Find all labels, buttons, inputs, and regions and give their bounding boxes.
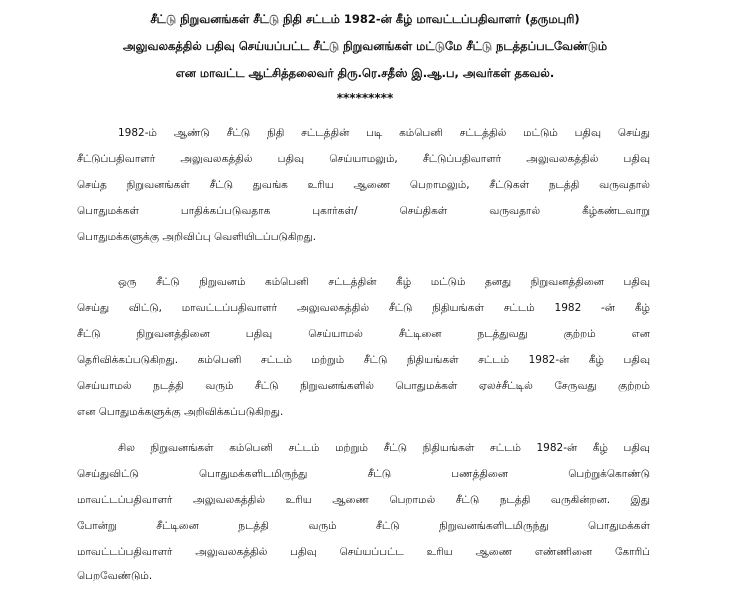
paragraph-line: சில நிறுவனங்கள் கம்பெனி சட்டம் மற்றும் சீட்டு நிதியங்கள் சட்டம் 1982-ன் கீழ் பதிவு xyxy=(118,442,650,454)
paragraph-line: பொதுமக்கள் பாதிக்கப்படுவதாக புகார்கள்/ செய்திகள் வருவதால் கீழ்கண்டவாறு xyxy=(77,205,650,217)
paragraph-line: என பொதுமக்களுக்கு அறிவிக்கப்படுகிறது. xyxy=(77,406,284,418)
paragraph-line: சீட்டு நிறுவனத்தினை பதிவு செய்யாமல் சீட்டினை நடத்துவது குற்றம் என xyxy=(77,328,650,340)
header-line-3: என மாவட்ட ஆட்சித்தலைவர் திரு.ரெ.சதீஸ் இ.ஆ.ப, அவர்கள் தகவல். xyxy=(175,66,555,80)
paragraph-line: மாவட்டப்பதிவாளர் அலுவலகத்தில் பதிவு செய்யப்பட்ட உரிய ஆணை எண்ணினை கோரிப் xyxy=(77,546,650,558)
paragraph-line: சீட்டுப்பதிவாளர் அலுவலகத்தில் பதிவு செய்யாமலும், சீட்டுப்பதிவாளர் அலுவலகத்தில் பதிவு xyxy=(77,153,650,165)
paragraph-line: செய்த நிறுவனங்கள் சீட்டு துவங்க உரிய ஆணை பெறாமலும், சீட்டுகள் நடத்தி வருவதால் xyxy=(77,179,650,191)
paragraph-line: 1982-ம் ஆண்டு சீட்டு நிதி சட்டத்தின் படி கம்பெனி சட்டத்தில் மட்டும் பதிவு செய்து xyxy=(118,127,650,139)
paragraph-line: போன்று சீட்டினை நடத்தி வரும் சீட்டு நிறுவனங்களிடமிருந்து பொதுமக்கள் xyxy=(77,520,650,532)
paragraph-line: ஒரு சீட்டு நிறுவனம் கம்பெனி சட்டத்தின் கீழ் மட்டும் தனது நிறுவனத்தினை பதிவு xyxy=(118,276,650,288)
paragraph-line: மாவட்டப்பதிவாளர் அலுவலகத்தில் உரிய ஆணை பெறாமல் சீட்டு நடத்தி வருகின்றன. இது xyxy=(77,494,650,506)
header-line-1: சீட்டு நிறுவனங்கள் சீட்டு நிதி சட்டம் 1982-ன் கீழ் மாவட்டப்பதிவாளர் (தருமபுரி) xyxy=(150,12,580,26)
header-line-2: அலுவலகத்தில் பதிவு செய்யப்பட்ட சீட்டு நிறுவனங்கள் மட்டுமே சீட்டு நடத்தப்படவேண்டும் xyxy=(122,39,608,53)
paragraph-line: தெரிவிக்கப்படுகிறது. கம்பெனி சட்டம் மற்றும் சீட்டு நிதியங்கள் சட்டம் 1982-ன் கீழ் பதிவு xyxy=(77,354,650,366)
separator: ********* xyxy=(336,91,394,105)
paragraph-line: செய்துவிட்டு பொதுமக்களிடமிருந்து சீட்டு பணத்தினை பெற்றுக்கொண்டு xyxy=(77,468,650,480)
paragraph-line: பெறவேண்டும். xyxy=(77,570,153,582)
paragraph-line: செய்யாமல் நடத்தி வரும் சீட்டு நிறுவனங்களில் பொதுமக்கள் ஏலச்சீட்டில் சேருவது குற்றம் xyxy=(77,380,650,392)
paragraph-line: செய்து விட்டு, மாவட்டப்பதிவாளர் அலுவலகத்தில் சீட்டு நிதியங்கள் சட்டம் 1982 -ன் கீழ் xyxy=(77,302,650,314)
paragraph-line: பொதுமக்களுக்கு அறிவிப்பு வெளியிடப்படுகிறது. xyxy=(77,231,317,243)
